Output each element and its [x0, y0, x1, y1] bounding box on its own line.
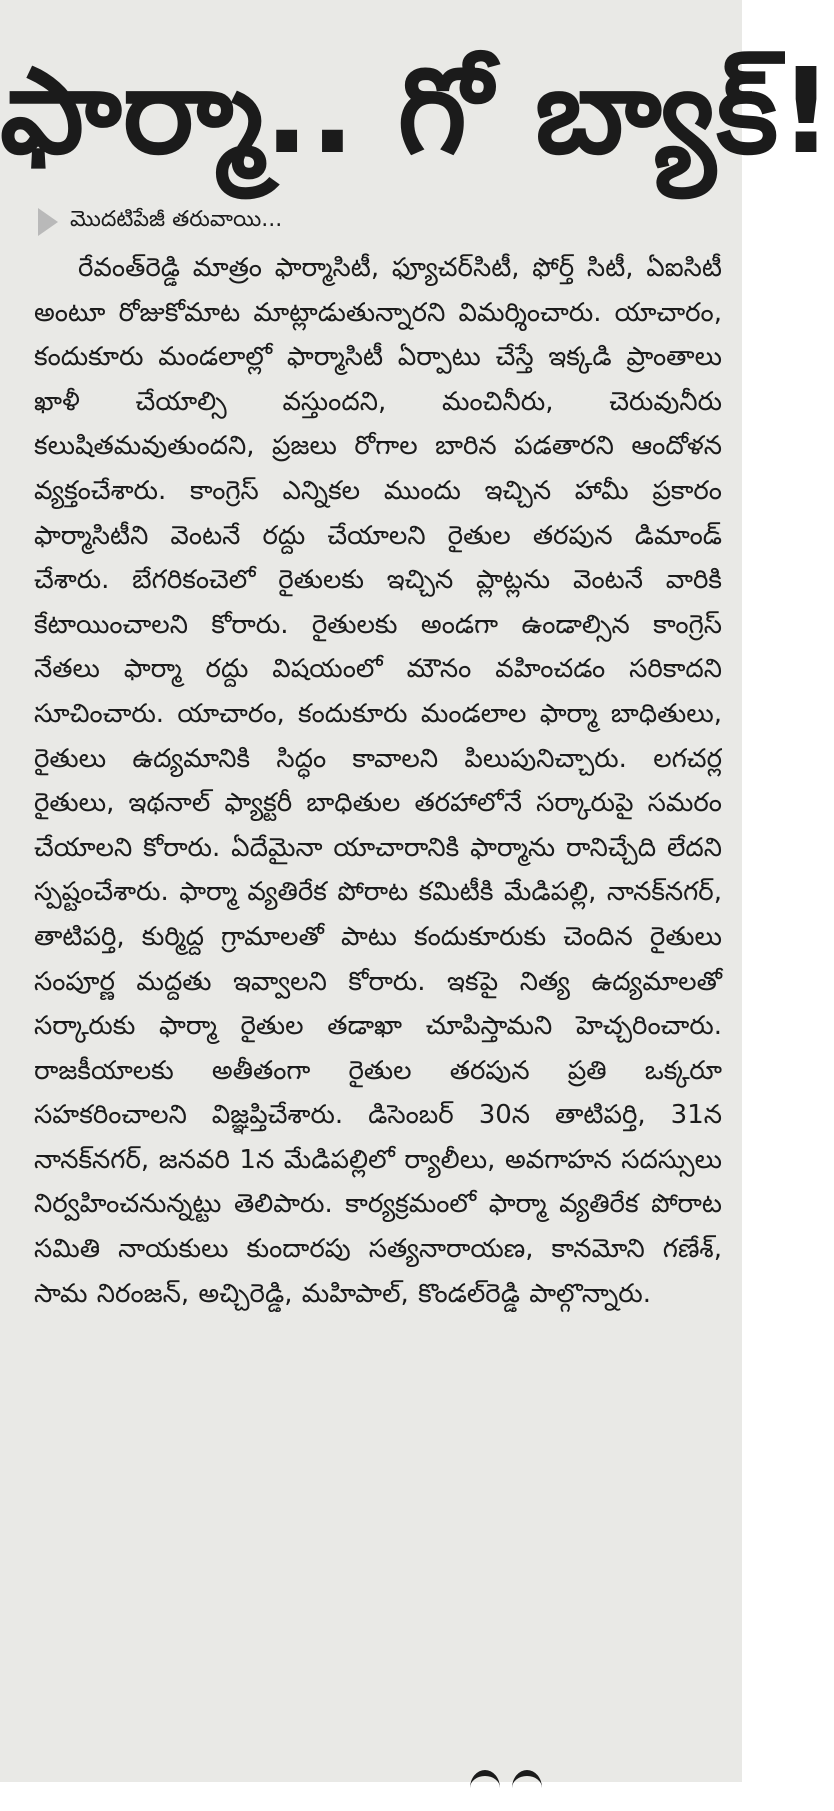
- cropped-glyph: [470, 1770, 500, 1806]
- cropped-glyph: [512, 1770, 542, 1806]
- continuation-line: [38, 206, 282, 238]
- article-body: రేవంత్‌రెడ్డి మాత్రం ఫార్మాసిటీ, ఫ్యూచర్‌సిటీ, ఫోర్త్ సిటీ, ఏఐసిటీ అంటూ రోజుకోమాట మాట్లాడుతున్నారని విమర్శించారు. యాచారం, కందుకూరు మండలాల్లో ఫార్మాసిటీ ఏర్పాటు చేస్తే ఇక్కడి ప్రాంతాలు ఖాళీ చేయాల్సి వస్తుందని, మంచినీరు, చెరువునీరు కలుషితమవుతుందని, ప్రజలు రోగాల బారిన పడతారని ఆందోళన వ్యక్తంచేశారు. కాంగ్రెస్ ఎన్నికల ముందు ఇచ్చిన హామీ ప్రకారం ఫార్మాసిటీని వెంటనే రద్దు చేయాలని రైతుల తరపున డిమాండ్ చేశారు. బేగరికంచెలో రైతులకు ఇచ్చిన ప్లాట్లను వెంటనే వారికి కేటాయించాలని కోరారు. రైతులకు అండగా ఉండాల్సిన కాంగ్రెస్ నేతలు ఫార్మా రద్దు విషయంలో మౌనం వహించడం సరికాదని సూచించారు. యాచారం, కందుకూరు మండలాల ఫార్మా బాధితులు, రైతులు ఉద్యమానికి సిద్ధం కావాలని పిలుపునిచ్చారు. లగచర్ల రైతులు, ఇథనాల్ ఫ్యాక్టరీ బాధితుల తరహాలోనే సర్కారుపై సమరం చేయాలని కోరారు. ఏదేమైనా యాచారానికి ఫార్మాను రానిచ్చేది లేదని స్పష్టంచేశారు. ఫార్మా వ్యతిరేక పోరాట కమిటీకి మేడిపల్లి, నానక్‌నగర్, తాటిపర్తి, కుర్మిద్ద గ్రామాలతో పాటు కందుకూరుకు చెందిన రైతులు సంపూర్ణ మద్దతు ఇవ్వాలని కోరారు. ఇకపై నిత్య ఉద్యమాలతో సర్కారుకు ఫార్మా రైతుల తడాఖా చూపిస్తామని హెచ్చరించారు. రాజకీయాలకు అతీతంగా రైతుల తరపున ప్రతి ఒక్కరూ సహకరించాలని విజ్ఞప్తిచేశారు. డిసెంబర్ 30న తాటిపర్తి, 31న నానక్‌నగర్, జనవరి 1న మేడిపల్లిలో ర్యాలీలు, అవగాహన సదస్సులు నిర్వహించనున్నట్టు తెలిపారు. కార్యక్రమంలో ఫార్మా వ్యతిరేక పోరాట సమితి నాయకులు కుందారపు సత్యనారాయణ, కానమోని గణేశ్, సామ నిరంజన్, అచ్చిరెడ్డి, మహిపాల్, కొండల్‌రెడ్డి పాల్గొన్నారు.: [34, 253, 722, 1309]
- continued-from-label: మొదటిపేజీ తరువాయి...: [70, 207, 283, 232]
- next-headline-fragment: [470, 1770, 590, 1782]
- arrow-right-icon: [38, 208, 58, 236]
- headline: ఫార్మా.. గో బ్యాక్!: [0, 42, 834, 180]
